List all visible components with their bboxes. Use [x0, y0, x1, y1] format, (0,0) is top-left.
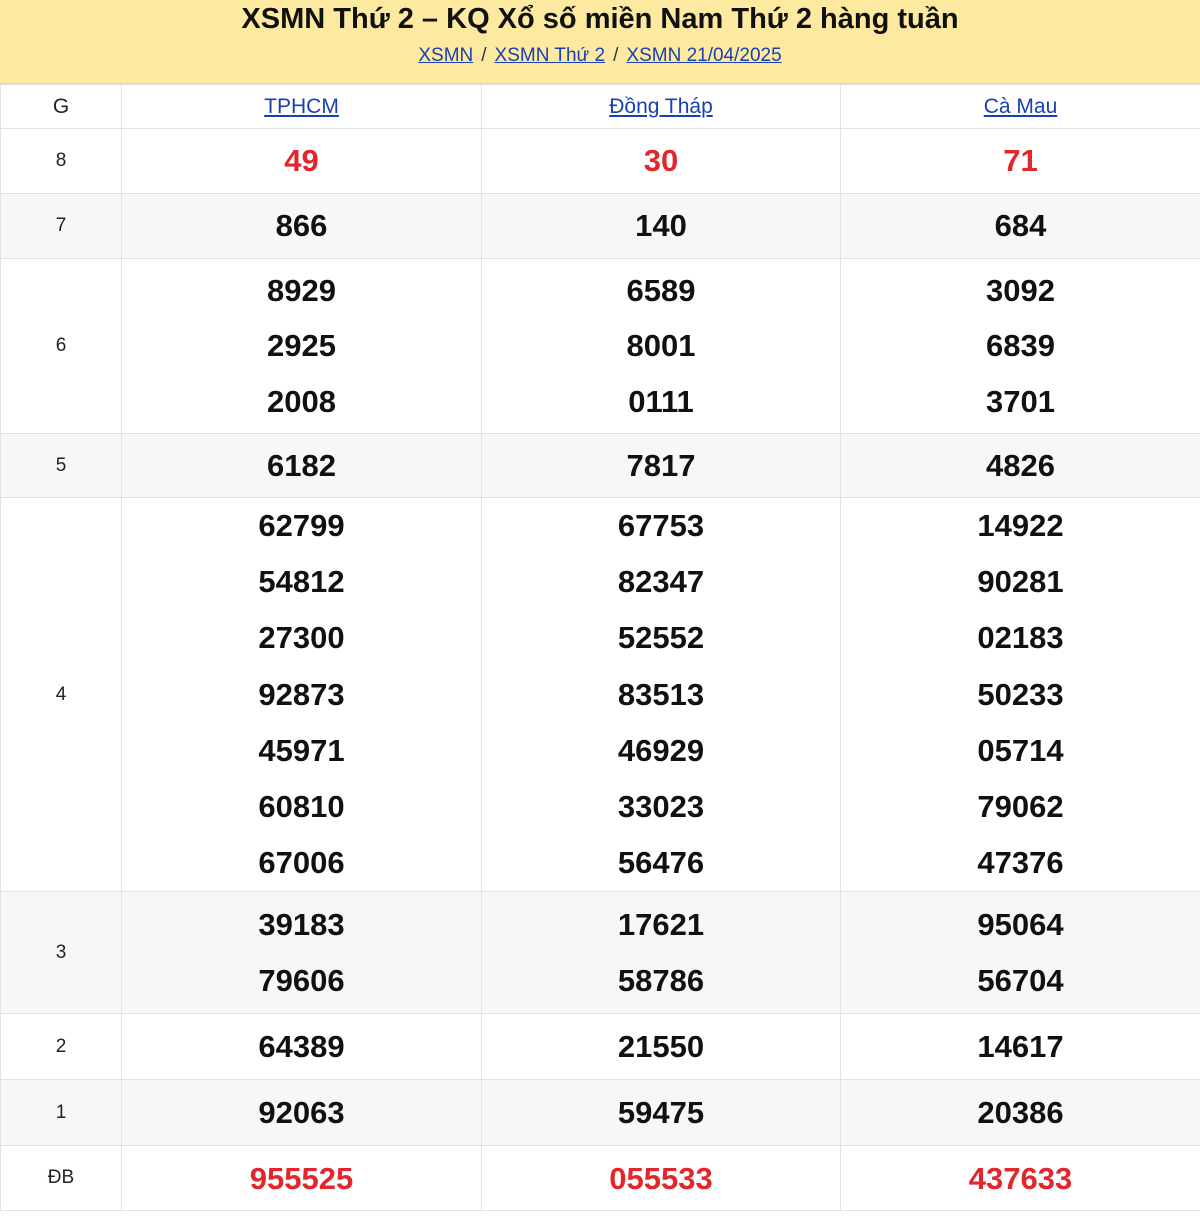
- result-number: 54812: [258, 564, 345, 600]
- result-number: 67006: [258, 845, 345, 881]
- result-cell-tphcm: [122, 892, 482, 1014]
- prize-label: 8: [1, 129, 122, 194]
- result-cell-ca-mau: [841, 129, 1200, 194]
- table-row: [1, 892, 1200, 1014]
- result-number: 4826: [986, 447, 1055, 483]
- result-number: 92873: [258, 676, 345, 712]
- table-row: [1, 1014, 1200, 1080]
- result-cell-dong-thap: [482, 434, 841, 498]
- result-number: 2925: [267, 328, 336, 364]
- result-number: 59475: [617, 1095, 705, 1131]
- breadcrumb-xsmn-date[interactable]: XSMN 21/04/2025: [626, 45, 782, 66]
- breadcrumb-separator: /: [481, 45, 487, 66]
- result-number: 45971: [258, 732, 345, 768]
- result-number: 6589: [626, 272, 696, 308]
- result-cell-dong-thap: [482, 259, 841, 434]
- breadcrumb-xsmn[interactable]: XSMN: [418, 45, 474, 66]
- result-cell-ca-mau: [841, 434, 1200, 498]
- result-cell-dong-thap: [482, 892, 841, 1014]
- prize-column-header: G: [1, 85, 122, 129]
- result-cell-tphcm: [122, 194, 482, 259]
- result-number: 33023: [617, 789, 705, 825]
- result-number: 3701: [986, 383, 1055, 419]
- result-number: 02183: [977, 620, 1064, 656]
- breadcrumb-xsmn-thu-2[interactable]: XSMN Thứ 2: [494, 45, 606, 66]
- result-number: 46929: [617, 732, 705, 768]
- result-cell-ca-mau: [841, 194, 1200, 259]
- result-number: 47376: [977, 845, 1064, 881]
- result-number: 17621: [617, 907, 705, 943]
- prize-label: 3: [1, 892, 122, 1014]
- table-row: [1, 1080, 1200, 1146]
- result-number: 60810: [258, 789, 345, 825]
- result-number: 82347: [617, 564, 705, 600]
- result-number: 3092: [986, 272, 1055, 308]
- result-number: 83513: [617, 676, 705, 712]
- result-number: 56704: [977, 962, 1064, 998]
- result-number: 6839: [986, 328, 1055, 364]
- result-number: 71: [1003, 143, 1038, 179]
- province-header-ca-mau: [841, 85, 1200, 129]
- result-cell-tphcm: [122, 1014, 482, 1080]
- prize-label: 1: [1, 1080, 122, 1146]
- table-row: [1, 1146, 1200, 1211]
- prize-label: 5: [1, 434, 122, 498]
- result-cell-dong-thap: [482, 129, 841, 194]
- result-number: 0111: [628, 383, 694, 419]
- result-number: 8001: [626, 328, 696, 364]
- result-cell-ca-mau: [841, 892, 1200, 1014]
- result-cell-tphcm: [122, 498, 482, 892]
- result-number: 684: [994, 208, 1047, 244]
- result-cell-ca-mau: [841, 1146, 1200, 1211]
- prize-label: ĐB: [1, 1146, 122, 1211]
- breadcrumb-separator: /: [613, 45, 619, 66]
- province-header-dong-thap: [482, 85, 841, 129]
- province-link-dong-thap[interactable]: Đồng Tháp: [609, 94, 713, 118]
- result-number: 79062: [977, 789, 1064, 825]
- result-number: 49: [284, 143, 319, 179]
- table-row: [1, 434, 1200, 498]
- prize-label: 7: [1, 194, 122, 259]
- result-number: 055533: [609, 1160, 713, 1196]
- result-cell-tphcm: [122, 434, 482, 498]
- result-cell-ca-mau: [841, 259, 1200, 434]
- result-number: 27300: [258, 620, 345, 656]
- result-number: 955525: [249, 1160, 354, 1196]
- table-row: [1, 129, 1200, 194]
- result-cell-dong-thap: [482, 498, 841, 892]
- table-row: [1, 259, 1200, 434]
- breadcrumb: [0, 42, 1200, 70]
- result-cell-ca-mau: [841, 498, 1200, 892]
- prize-label: 4: [1, 498, 122, 892]
- table-row: [1, 194, 1200, 259]
- result-cell-dong-thap: [482, 1014, 841, 1080]
- result-number: 05714: [977, 732, 1064, 768]
- result-cell-dong-thap: [482, 1080, 841, 1146]
- result-cell-tphcm: [122, 129, 482, 194]
- result-number: 64389: [258, 1029, 345, 1065]
- result-number: 52552: [617, 620, 705, 656]
- result-number: 56476: [617, 845, 705, 881]
- result-number: 2008: [267, 383, 336, 419]
- result-number: 67753: [617, 508, 705, 543]
- province-header-tphcm: [122, 85, 482, 129]
- results-table: [0, 84, 1200, 1211]
- result-number: 58786: [617, 962, 705, 998]
- result-number: 39183: [258, 907, 345, 943]
- result-number: 95064: [977, 907, 1064, 943]
- result-number: 79606: [258, 962, 345, 998]
- result-number: 6182: [267, 447, 336, 483]
- prize-label: 2: [1, 1014, 122, 1080]
- result-number: 14617: [977, 1029, 1064, 1065]
- result-number: 866: [275, 208, 328, 244]
- result-number: 21550: [617, 1029, 705, 1065]
- result-number: 90281: [977, 564, 1064, 600]
- result-cell-ca-mau: [841, 1080, 1200, 1146]
- result-cell-dong-thap: [482, 194, 841, 259]
- province-link-ca-mau[interactable]: Cà Mau: [983, 94, 1058, 118]
- result-cell-tphcm: [122, 1146, 482, 1211]
- result-number: 7817: [626, 447, 696, 483]
- result-number: 20386: [977, 1095, 1064, 1131]
- result-cell-ca-mau: [841, 1014, 1200, 1080]
- result-number: 62799: [258, 508, 345, 543]
- result-number: 8929: [267, 272, 336, 308]
- page-header: [0, 0, 1200, 84]
- province-link-tphcm[interactable]: TPHCM: [264, 94, 339, 118]
- prize-label: 6: [1, 259, 122, 434]
- result-cell-tphcm: [122, 1080, 482, 1146]
- table-header-row: [1, 85, 1200, 129]
- page-title: XSMN Thứ 2 – KQ Xổ số miền Nam Thứ 2 hàng tuần: [241, 3, 959, 35]
- table-row: [1, 498, 1200, 892]
- result-number: 50233: [977, 676, 1064, 712]
- result-number: 92063: [258, 1095, 345, 1131]
- result-cell-tphcm: [122, 259, 482, 434]
- result-number: 14922: [977, 508, 1064, 543]
- result-number: 437633: [968, 1160, 1073, 1196]
- result-number: 140: [635, 208, 687, 244]
- result-cell-dong-thap: [482, 1146, 841, 1211]
- result-number: 30: [643, 143, 679, 179]
